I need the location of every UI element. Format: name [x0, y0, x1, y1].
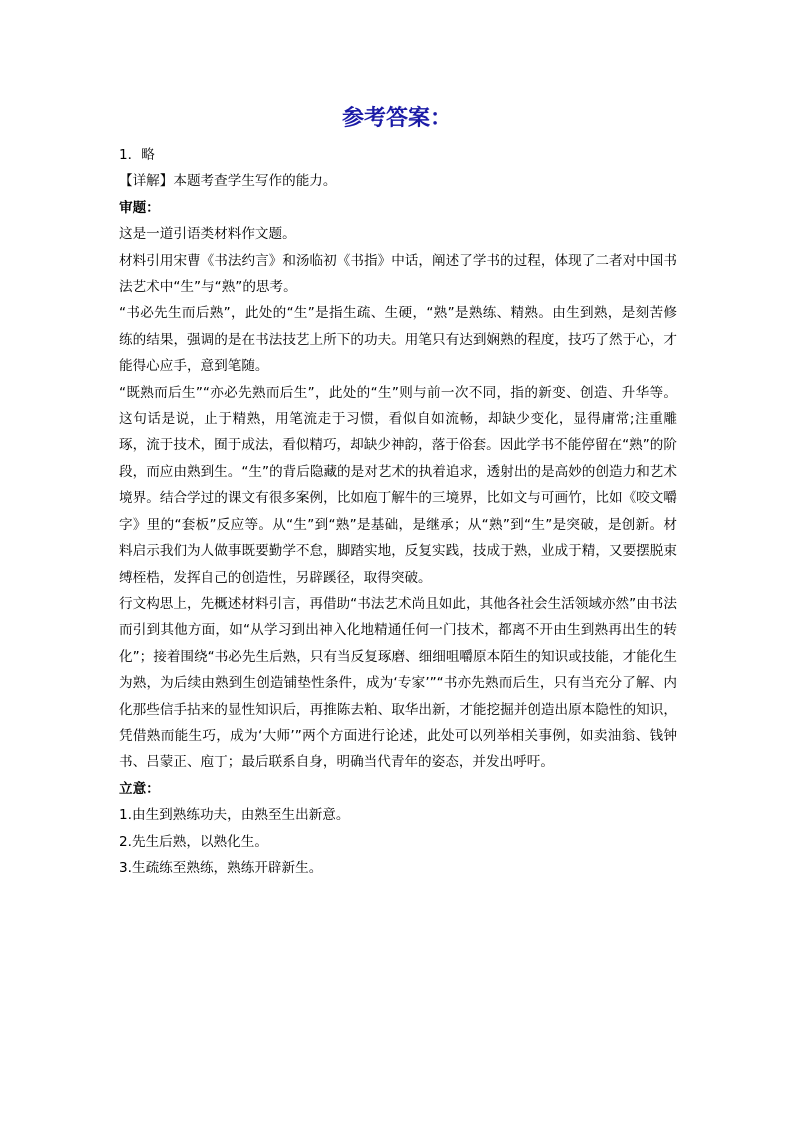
body-paragraph: 这是一道引语类材料作文题。	[119, 226, 296, 243]
document-body	[119, 142, 677, 881]
section-heading-liyi: 立意：	[119, 780, 160, 797]
body-paragraph: 行文构思上，先概述材料引言，再借助“书法艺术尚且如此，其他各社会生活领域亦然”由书法而引到其他方面，如“从学习到出神入化地精通任何一门技术，都离不开由生到熟再出生的转化”；接着围绕“书必先生后熟，只有当反复琢磨、细细咀嚼原本陌生的知识或技能，才能化生为熟，为后续由熟到生创造铺垫性条件，成为‘专家’”“书亦先熟而后生，只有当充分了解、内化那些信手拈来的显性知识后，再推陈去粕、取华出新，才能挖掘并创造出原本隐性的知识，凭借熟而能生巧，成为‘大师’”两个方面进行论述，此处可以列举相关事例，如卖油翁、钱钟书、吕蒙正、庖丁；最后联系自身，明确当代青年的姿态，并发出呼吁。	[119, 595, 677, 771]
body-paragraph: “既熟而后生”“亦必先熟而后生”，此处的“生”则与前一次不同，指的新变、创造、升华等。这句话是说，止于精熟，用笔流走于习惯，看似自如流畅，却缺少变化，显得庸常;注重雕琢，流于技术，囿于成法，看似精巧，却缺少神韵，落于俗套。因此学书不能停留在“熟”的阶段，而应由熟到生。“生”的背后隐藏的是对艺术的执着追求，透射出的是高妙的创造力和艺术境界。结合学过的课文有很多案例，比如庖丁解牛的三境界，比如文与可画竹，比如《咬文嚼字》里的“套板”反应等。从“生”到“熟”是基础，是继承；从“熟”到“生”是突破，是创新。材料启示我们为人做事既要勤学不怠，脚踏实地，反复实践，技成于熟，业成于精，又要摆脱束缚桎梏，发挥自己的创造性，另辟蹊径，取得突破。	[119, 384, 677, 586]
page-title: 参考答案：	[341, 105, 452, 131]
idea-item: 1.由生到熟练功夫，由熟至生出新意。	[119, 807, 350, 824]
section-heading-shenti: 审题：	[119, 199, 160, 216]
answer-number: 1．略	[119, 147, 155, 163]
detail-paragraph: 【详解】本题考查学生写作的能力。	[119, 173, 337, 190]
body-paragraph: 材料引用宋曹《书法约言》和汤临初《书指》中话，阐述了学书的过程，体现了二者对中国书法艺术中“生”与“熟”的思考。	[119, 252, 677, 296]
idea-item: 3.生疏练至熟练，熟练开辟新生。	[119, 859, 323, 876]
idea-item: 2.先生后熟，以熟化生。	[119, 833, 268, 850]
body-paragraph: “书必先生而后熟”，此处的“生”是指生疏、生硬，“熟”是熟练、精熟。由生到熟，是刻苦修练的结果，强调的是在书法技艺上所下的功夫。用笔只有达到娴熟的程度，技巧了然于心，才能得心应手，意到笔随。	[119, 305, 677, 375]
